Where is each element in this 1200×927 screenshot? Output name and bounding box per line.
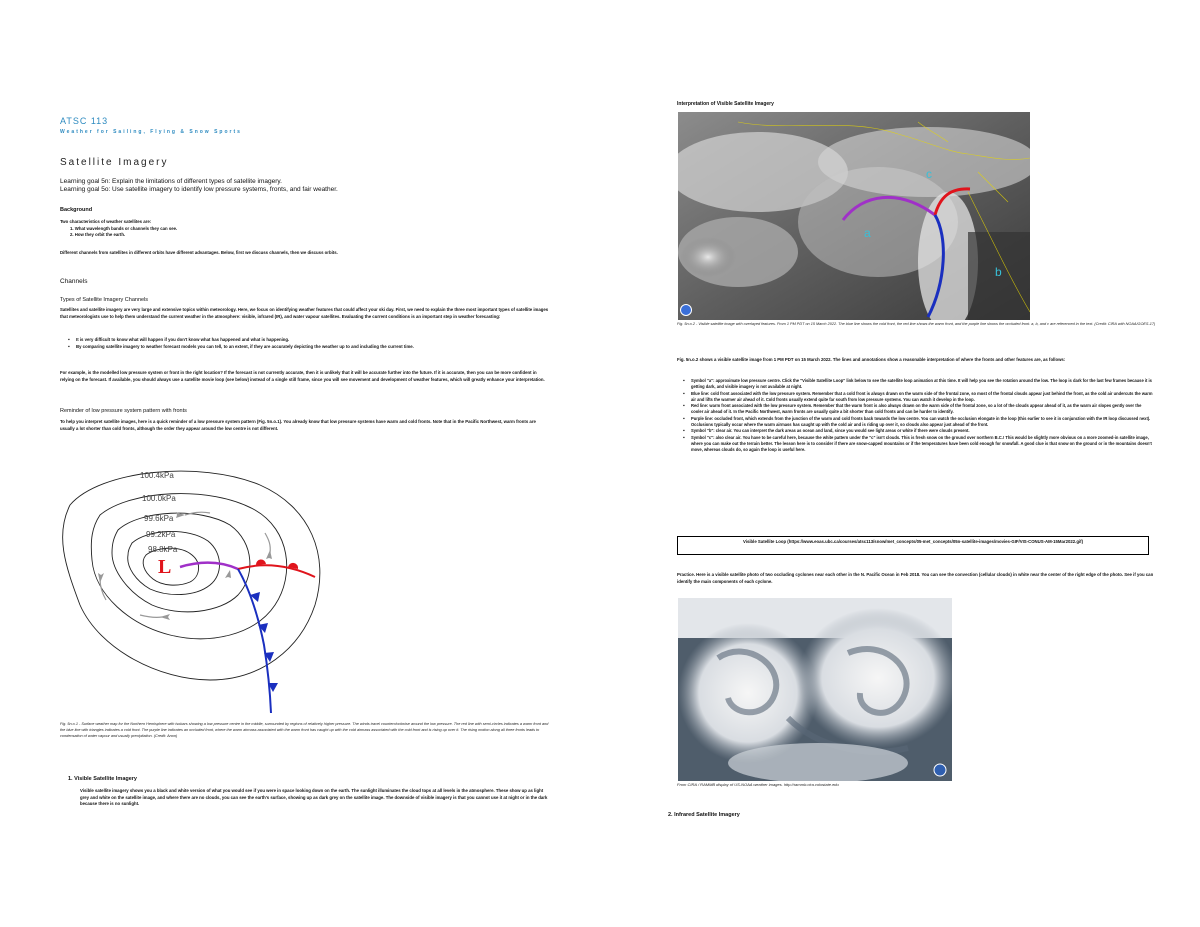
types-paragraph: Satellites and satellite imagery are very large and extensive topics within meteorology. Here, we focus on identifying weather features that could affect your ski day. First, we need to explain the three most important types of satellite images that meteorologists use to help them understand the current weather in the atmosphere: visible, infrared (IR), and water vapour satellites. Evaluating the current conditions is an important step in weather forecasting: — [60, 307, 549, 319]
arrow-icon — [98, 573, 104, 583]
arrow-icon — [266, 550, 272, 559]
arrow-icon — [225, 570, 231, 578]
example-paragraph: For example, is the modelled low pressure system or front in the right location? If the forecast is not currently accurate, then it is unlikely that it will be accurate further into the future. If it is accurate, then you can be more confident in relying on the forecast. If available, you should always use a satellite movie loop (see below) instead of a single still frame, since you will see movement and development of weather features, which will greatly enhance your interpretation. — [60, 370, 545, 382]
isobar-label: 100.4kPa — [140, 471, 174, 480]
background-list — [70, 226, 177, 238]
label-a: a — [864, 226, 871, 240]
cyclone-right — [798, 608, 952, 748]
cira-logo — [934, 764, 946, 776]
warm-front-symbols — [256, 559, 298, 569]
types-heading: Types of Satellite Imagery Channels — [60, 297, 149, 303]
low-pressure-map — [60, 465, 345, 715]
list-item: ▪ By comparing satellite imagery to weather forecast models you can tell, to an extent, if they are accurately depicting the weather up to and including the current time. — [68, 344, 548, 351]
background-heading: Background — [60, 207, 93, 213]
low-pressure-diagram — [60, 465, 345, 715]
list-item: ▪ Purple line: occluded front, which extends from the junction of the warm and cold fronts back towards the low centre. You can watch the occlusion elongate in the loop (this earlier to see it in conjunction with the IR loop discussed next). Occlusions typically occur where the warm airmass has caught up with the cold air and is riding up over it, so clouds also appear just ahead of the front. — [683, 416, 1153, 429]
satellite-image-2 — [678, 598, 952, 781]
cyclone-left — [678, 623, 818, 763]
practice-paragraph: Practice. Here is a visible satellite photo of two occluding cyclones near each other in the N. Pacific Ocean in Feb 2018. You can see the convection (cellular clouds) in white near the center of the right edge of the photo. See if you can identify the main components of each cyclone. — [677, 572, 1154, 584]
course-subtitle: Weather for Sailing, Flying & Snow Sports — [60, 129, 242, 135]
arrow-line — [100, 579, 106, 600]
list-item: ▪ Blue line: cold front associated with the low pressure system. Remember that a cold front is always drawn on the warm side of the frontal zone, so most of the frontal clouds appear just behind the front, as the cold air undercuts the warm air and lifts the warmer air ahead of it. Cold fronts usually extend quite far south from low pressure systems. You can watch it develop in the loop. — [683, 391, 1153, 404]
occluded-front — [180, 563, 238, 569]
list-item: ▪ It is very difficult to know what will happen if you don't know what has happened and what is happening. — [68, 337, 548, 344]
cloud-mass — [680, 237, 736, 277]
label-c: c — [926, 167, 932, 181]
isobar-label: 98.8kPa — [148, 545, 178, 554]
reminder-paragraph: To help you interpret satellite images, here is a quick reminder of a low pressure system pattern (Fig. 5n.o.1). You already know that low pressure systems have warm and cold fronts. Note that in the Pacific Northwest, warm fronts are usually a lot shorter than cold fronts, although the order they appear around the low centre is not different. — [60, 419, 536, 431]
arrow-line — [140, 615, 162, 617]
list-item: ▪ Red line: warm front associated with the low pressure system. Remember that the warm front is also always drawn on the warm side of the frontal zone, so a lot of the clouds appear ahead of it, as the warm air slopes gently over the cooler air ahead of it. In the Pacific Northwest, warm fronts are usually quite a bit shorter than cold fronts and can be harder to identify. — [683, 403, 1153, 416]
types-bullets — [68, 337, 548, 350]
interpretation-bullets — [683, 378, 1153, 454]
visible-loop-link[interactable]: Visible Satellite Loop (https://www.eoas.ubc.ca/courses/atsc113/snow/met_concepts/05-met_concepts/05n-satellite-images/movies-GIF/VIS-CONUS-AM-15Mar2022.gif) — [677, 536, 1149, 555]
isobar-label: 100.0kPa — [142, 494, 176, 503]
noaa-logo — [681, 305, 692, 316]
channels-heading: Channels — [60, 278, 88, 285]
figure-1-caption: Fig. 5n.o.1 - Surface weather map for the Northern Hemisphere with isobars showing a low pressure centre in the middle, surrounded by regions of relatively higher pressure. The winds travel counterclockwise around the low pressure. The red line with semi-circles indicates a warm front and the blue line with triangles indicates a cold front. The purple line indicates an occluded front, where the warm airmass associated with the warm front has caught up with the cold airmass associated with the cold front and is rising up over it. The rising motion along all three fronts leads to condensation of water vapour and usually precipitation. (Credit: Anon) — [60, 722, 549, 738]
arrow-line — [265, 533, 270, 553]
learning-goal: Learning goal 5n: Explain the limitations of different types of satellite imagery. — [60, 178, 282, 185]
list-item: 2. How they orbit the earth. — [70, 232, 126, 237]
learning-goal: Learning goal 5o: Use satellite imagery to identify low pressure systems, fronts, and fair weather. — [60, 186, 338, 193]
list-item: ▪ Symbol "b": clear air. You can interpret the dark areas as ocean and land, since you would see light areas or white if there were clouds present. — [683, 428, 1153, 434]
list-item: ▪ Symbol "c": also clear air. You have to be careful here, because the white pattern under the "c" isn't clouds. This is fresh snow on the ground over northern B.C.! This would be slightly more obvious on a more zoomed-in satellite image, where you can make out the terrain better. The lesson here is to consider if there are snow-capped mountains or if the temperatures have been cold enough for snowfall. A good clue is that snow on the ground or in the mountains doesn't move, whereas clouds do, so again the loop is useful here. — [683, 435, 1153, 454]
practice-satellite-image — [678, 598, 952, 781]
isobar-labels — [140, 471, 178, 554]
infrared-heading: 2. Infrared Satellite Imagery — [668, 812, 740, 818]
low-pressure-label: L — [158, 556, 172, 578]
cloud-mass — [818, 127, 1030, 197]
course-code: ATSC 113 — [60, 116, 109, 126]
list-item: ▪ Symbol "a": approximate low pressure centre. Click the "Visible Satellite Loop" link below to see the satellite loop animation at this time. It will help you see the rotation around the low. The loop is dark for the last few frames because it is getting dark, and visible imagery is not available at night. — [683, 378, 1153, 391]
isobar-label: 99.2kPa — [146, 530, 176, 539]
label-b: b — [995, 265, 1002, 279]
visible-heading: 1. Visible Satellite Imagery — [68, 776, 137, 782]
isobar-996 — [112, 513, 250, 612]
reminder-heading: Reminder of low pressure system pattern with fronts — [60, 408, 187, 414]
visible-satellite-image — [678, 112, 1030, 320]
background-note: Different channels from satellites in different orbits have different advantages. Below, first we discuss channels, then we discuss orbits. — [60, 250, 338, 255]
isobar-label: 99.6kPa — [144, 514, 174, 523]
visible-paragraph: Visible satellite imagery shows you a black and white version of what you would see if you were in space looking down on the earth. The sunlight illuminates the cloud tops at all levels in the atmosphere. These show up as light grey and white on the satellite image, and where there are no clouds, you can see the earth's surface, showing up as dark grey on the satellite image. The downside of visible imagery is that you cannot use it at night or in the dark because there is no sunlight. — [80, 788, 548, 806]
satellite-image-1 — [678, 112, 1030, 320]
section-title: Interpretation of Visible Satellite Imagery — [677, 101, 774, 107]
cold-front — [238, 569, 271, 713]
background-intro: Two characteristics of weather satellites are: — [60, 219, 152, 224]
figure-3-caption: From CIRA / RAMMB display of US-NOAA weather images. http://rammb.cira.colostate.edu — [677, 782, 839, 787]
warm-front-semicircle — [256, 559, 266, 565]
figure-2-caption: Fig. 5n.o.2 - Visible satellite image with overlayed features. From 1 PM PDT on 15 March 2022. The blue line shows the cold front, the red line shows the warm front, and the purple line shows the occluded front. a, b, and c are referenced in the text. (Credit: CIRA with NOAA/GOES-17) — [677, 322, 1156, 326]
list-item: 1. What wavelength bands or channels they can see. — [70, 226, 178, 231]
right-page — [600, 0, 1200, 927]
interpretation-intro: Fig. 5n.o.2 shows a visible satellite image from 1 PM PDT on 15 March 2022. The lines and annotations show a reasonable interpretation of where the fronts and other features are, as follows: — [677, 357, 1066, 362]
page-title: Satellite Imagery — [60, 157, 169, 168]
